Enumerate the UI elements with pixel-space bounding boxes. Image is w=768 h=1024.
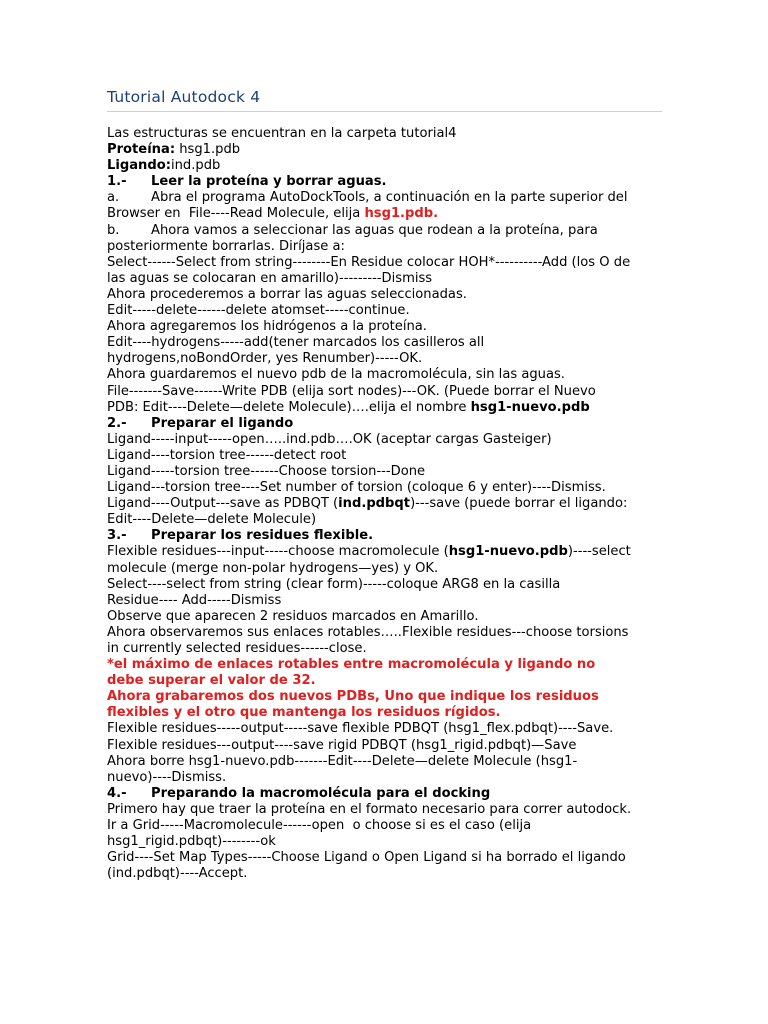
text-line: Flexible residues---output----save rigid PDBQT (hsg1_rigid.pdbqt)—Save: [107, 737, 577, 753]
text-line: las aguas se colocaran en amarillo)---------Dismiss: [107, 270, 433, 286]
text-line: in currently selected residues------close.: [107, 641, 367, 656]
section-3-heading: [107, 528, 662, 544]
text-line: posteriormente borrarlas. Diríjase a:: [107, 238, 345, 254]
text-line: Ligand---torsion tree----Set number of torsion (coloque 6 y enter)----Dismiss.: [107, 480, 606, 496]
section-number: 3.-: [107, 528, 127, 544]
highlighted-filename: hsg1.pdb.: [364, 206, 439, 222]
bold-filename: hsg1-nuevo.pdb: [470, 399, 590, 415]
bold-filename: ind.pdbqt: [338, 496, 411, 512]
text-line: molecule (merge non-polar hydrogens—yes) y OK.: [107, 560, 439, 576]
text-line: hsg1_rigid.pdbqt)--------ok: [107, 834, 276, 850]
text-line: Ahora guardaremos el nuevo pdb de la macromolécula, sin las aguas.: [107, 367, 565, 383]
section-heading-text: Preparando la macromolécula para el docking: [151, 785, 491, 801]
text-line: [107, 496, 662, 512]
text-line: Ahora observaremos sus enlaces rotables…..Flexible residues---choose torsions: [107, 624, 629, 640]
bold-filename: hsg1-nuevo.pdb: [448, 544, 568, 560]
document-page: [107, 86, 662, 882]
text-line: Ahora procederemos a borrar las aguas seleccionadas.: [107, 286, 467, 302]
step-letter: a.: [107, 190, 120, 206]
step-a-line: [107, 190, 662, 206]
step-letter: b.: [107, 222, 120, 238]
text-span: )----select: [567, 544, 631, 560]
warning-line: flexibles y el otro que mantenga los residuos rígidos.: [107, 705, 501, 721]
title-underline: [107, 111, 662, 112]
section-heading-text: Preparar los residues flexible.: [151, 528, 374, 544]
step-text: Browser en File----Read Molecule, elija: [107, 206, 365, 222]
step-text: Ahora vamos a seleccionar las aguas que rodean a la proteína, para: [151, 222, 598, 238]
section-heading-text: Preparar el ligando: [151, 415, 294, 431]
section-4-heading: [107, 786, 662, 802]
text-line: (ind.pdbqt)----Accept.: [107, 866, 248, 882]
text-span: Ligand----Output---save as PDBQT (: [107, 496, 339, 512]
section-2-heading: [107, 416, 662, 432]
warning-line: Ahora grabaremos dos nuevos PDBs, Uno que indique los residuos: [107, 689, 599, 705]
document-body: [107, 126, 662, 882]
section-heading-text: Leer la proteína y borrar aguas.: [151, 174, 387, 190]
text-line: Ligand-----input-----open…..ind.pdb….OK (aceptar cargas Gasteiger): [107, 431, 552, 447]
text-line: Observe que aparecen 2 residuos marcados en Amarillo.: [107, 608, 479, 624]
ligand-value: ind.pdb: [170, 158, 221, 174]
text-span: )---save (puede borrar el ligando:: [410, 496, 628, 512]
protein-value: hsg1.pdb: [175, 142, 241, 158]
warning-line: *el máximo de enlaces rotables entre macromolécula y ligando no: [107, 657, 596, 673]
text-line: nuevo)----Dismiss.: [107, 769, 227, 785]
text-line: Flexible residues-----output-----save flexible PDBQT (hsg1_flex.pdbqt)----Save.: [107, 721, 614, 737]
text-span: PDB: Edit----Delete—delete Molecule)….elija el nombre: [107, 399, 471, 415]
text-line: Residue---- Add-----Dismiss: [107, 592, 282, 608]
text-line: Edit----hydrogens-----add(tener marcados los casilleros all: [107, 335, 485, 351]
text-span: Flexible residues---input-----choose macromolecule (: [107, 544, 449, 560]
step-a-line-2: [107, 206, 662, 222]
ligand-line: [107, 158, 662, 174]
text-line: Ligand----torsion tree------detect root: [107, 447, 347, 463]
section-number: 1.-: [107, 174, 127, 190]
text-line: Ligand-----torsion tree------Choose torsion---Done: [107, 463, 426, 479]
step-text: Abra el programa AutoDockTools, a continuación en la parte superior del: [151, 190, 628, 206]
text-line: Edit-----delete------delete atomset-----continue.: [107, 303, 410, 319]
document-title: Tutorial Autodock 4: [107, 88, 261, 106]
text-line: Primero hay que traer la proteína en el formato necesario para correr autodock.: [107, 801, 632, 817]
text-line: [107, 400, 662, 416]
section-number: 2.-: [107, 415, 127, 431]
text-line: File-------Save------Write PDB (elija sort nodes)---OK. (Puede borrar el Nuevo: [107, 383, 596, 399]
section-number: 4.-: [107, 785, 127, 801]
text-line: Select----select from string (clear form)-----coloque ARG8 en la casilla: [107, 576, 561, 592]
protein-line: [107, 142, 662, 158]
text-line: [107, 544, 662, 560]
section-1-heading: [107, 174, 662, 190]
intro-line: Las estructuras se encuentran en la carpeta tutorial4: [107, 126, 457, 141]
step-b-line: [107, 223, 662, 239]
text-line: Edit----Delete—delete Molecule): [107, 512, 317, 528]
text-line: Ahora agregaremos los hidrógenos a la proteína.: [107, 319, 427, 335]
ligand-label: Ligando:: [107, 158, 171, 174]
text-line: Ir a Grid-----Macromolecule------open o choose si es el caso (elija: [107, 818, 532, 834]
text-line: Ahora borre hsg1-nuevo.pdb-------Edit----Delete—delete Molecule (hsg1-: [107, 753, 578, 769]
text-line: hydrogens,noBondOrder, yes Renumber)-----OK.: [107, 351, 423, 367]
protein-label: Proteína:: [107, 142, 176, 158]
text-line: Select------Select from string--------En Residue colocar HOH*----------Add (los O de: [107, 254, 631, 270]
text-line: Grid----Set Map Types-----Choose Ligand o Open Ligand si ha borrado el ligando: [107, 850, 626, 866]
warning-line: debe superar el valor de 32.: [107, 673, 316, 689]
